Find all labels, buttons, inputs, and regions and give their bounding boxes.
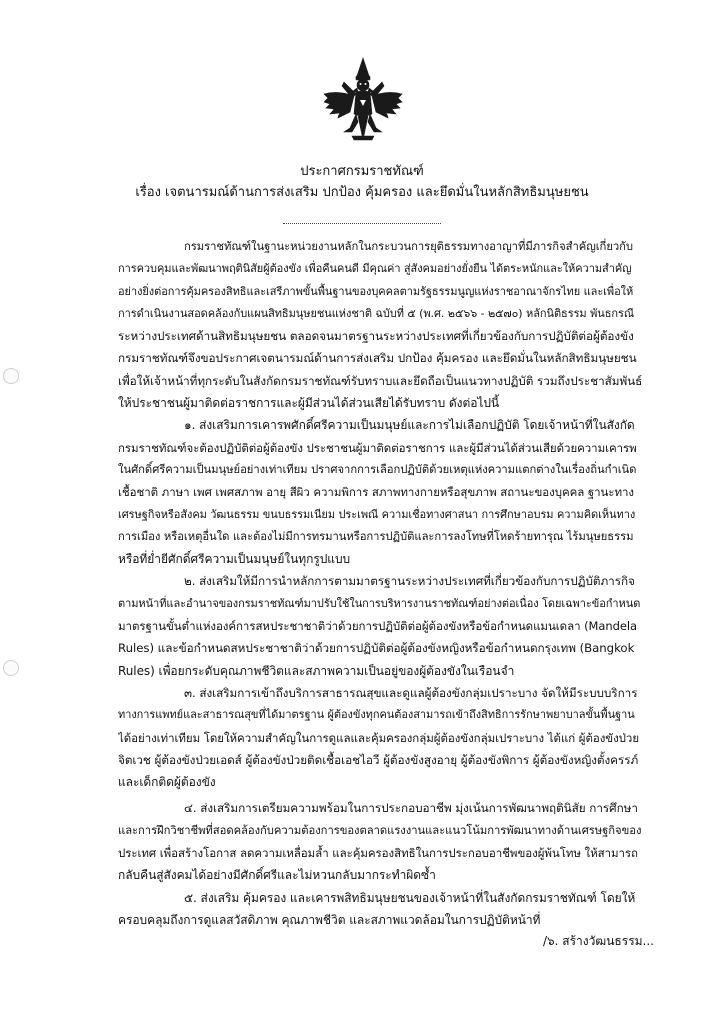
item-3-line: ๓. ส่งเสริมการเข้าถึงบริการสาธารณสุขและดูแลผู้ต้องขังกลุ่มเปราะบาง จัดให้มีระบบบริการ xyxy=(184,685,638,700)
item-5-line: ๕. ส่งเสริม คุ้มครอง และเคารพสิทธิมนุษยชนของเจ้าหน้าที่ในสังกัดกรมราชทัณฑ์ โดยให้ xyxy=(184,890,636,905)
item-2-line: มาตรฐานขั้นต่ำแห่งองค์การสหประชาชาติว่าด้วยการปฏิบัติต่อผู้ต้องขังหรือข้อกำหนดแมนเดลา (Mandela xyxy=(118,619,638,634)
item-3-line: ได้อย่างเท่าเทียม โดยให้ความสำคัญในการดูแลและคุ้มครองกลุ่มผู้ต้องขังกลุ่มเปราะบาง ได้แก่ ผู้ต้องขังป่วย xyxy=(118,730,640,745)
item-1-line: หรือที่ย่ำยีศักดิ์ศรีความเป็นมนุษย์ในทุกรูปแบบ xyxy=(118,552,351,567)
announcement-subject: เรื่อง เจตนารมณ์ด้านการส่งเสริม ปกป้อง คุ้มครอง และยึดมั่นในหลักสิทธิมนุษยชน xyxy=(135,185,589,200)
intro-line: กรมราชทัณฑ์ในฐานะหน่วยงานหลักในกระบวนการยุติธรรมทางอาญาที่มีภารกิจสำคัญเกี่ยวกับ xyxy=(184,240,633,253)
punch-hole-top xyxy=(3,368,19,384)
intro-line: การดำเนินงานสอดคล้องกับแผนสิทธิมนุษยชนแห่งชาติ ฉบับที่ ๕ (พ.ศ. ๒๕๖๖ - ๒๕๗๐) หลักนิติธรรม พันธกรณี xyxy=(118,306,635,320)
punch-hole-bottom xyxy=(3,660,19,676)
item-4-line: กลับคืนสู่สังคมได้อย่างมีศักดิ์ศรีและไม่หวนกลับมากระทำผิดซ้ำ xyxy=(118,868,436,883)
item-1-line: เศรษฐกิจหรือสังคม วัฒนธรรม ขนบธรรมเนียม ประเพณี ความเชื่อทางศาสนา การศึกษาอบรม ความคิดเห็นทาง xyxy=(118,507,636,521)
item-3-line: ทางการแพทย์และสาธารณสุขที่ได้มาตรฐาน ผู้ต้องขังทุกคนต้องสามารถเข้าถึงสิทธิการรักษาพยาบาลขั้นพื้นฐาน xyxy=(118,708,635,722)
item-1-line: การเมือง หรือเหตุอื่นใด และต้องไม่มีการทรมานหรือการปฏิบัติและการลงโทษที่โหดร้ายทารุณ ไร้มนุษยธรรม xyxy=(118,529,634,543)
announcement-title: ประกาศกรมราชทัณฑ์ xyxy=(300,164,424,179)
item-1-line: ในศักดิ์ศรีความเป็นมนุษย์อย่างเท่าเทียม ปราศจากการเลือกปฏิบัติด้วยเหตุแห่งความแตกต่างในเรื่องถิ่นกำเนิด xyxy=(118,462,637,476)
item-2-line: Rules) เพื่อยกระดับคุณภาพชีวิตและสภาพความเป็นอยู่ของผู้ต้องขังในเรือนจำ xyxy=(118,663,515,678)
item-4-line: และการฝึกวิชาชีพที่สอดคล้องกับความต้องการของตลาดแรงงานและแนวโน้มการพัฒนาทางด้านเศรษฐกิจของ xyxy=(118,823,642,837)
item-2-line: ตามหน้าที่และอำนาจของกรมราชทัณฑ์มาปรับใช้ในการบริหารงานราชทัณฑ์อย่างต่อเนื่อง โดยเฉพาะข้อกำหนด xyxy=(118,596,641,610)
item-1-line: กรมราชทัณฑ์จะต้องปฏิบัติต่อผู้ต้องขัง ประชาชนผู้มาติดต่อราชการ และผู้มีส่วนได้ส่วนเสียด้วยความเคารพ xyxy=(118,440,637,455)
item-3-line: จิตเวช ผู้ต้องขังป่วยเอดส์ ผู้ต้องขังป่วยติดเชื้อเอชไอวี ผู้ต้องขังสูงอายุ ผู้ต้องขังพิการ ผู้ต้องขังหญิงตั้งครรภ์ xyxy=(118,752,639,767)
intro-line: ระหว่างประเทศด้านสิทธิมนุษยชน ตลอดจนมาตรฐานระหว่างประเทศที่เกี่ยวข้องกับการปฏิบัติต่อผู้ต้องขัง xyxy=(118,329,634,344)
intro-line: ให้ประชาชนผู้มาติดต่อราชการและผู้มีส่วนได้ส่วนเสียได้รับทราบ ดังต่อไปนี้ xyxy=(118,396,500,411)
item-3-line: และเด็กติดผู้ต้องขัง xyxy=(118,775,216,790)
item-4-line: ๔. ส่งเสริมการเตรียมความพร้อมในการประกอบอาชีพ มุ่งเน้นการพัฒนาพฤตินิสัย การศึกษา xyxy=(184,801,638,816)
intro-line: เพื่อให้เจ้าหน้าที่ทุกระดับในสังกัดกรมราชทัณฑ์รับทราบและยึดถือเป็นแนวทางปฏิบัติ รวมถึงประชาสัมพันธ์ xyxy=(118,373,642,388)
item-2-line: Rules) และข้อกำหนดสหประชาชาติว่าด้วยการปฏิบัติต่อผู้ต้องขังหญิงหรือข้อกำหนดกรุงเทพ (Bangkok xyxy=(118,641,635,656)
announcement-body xyxy=(118,236,642,931)
item-5-line: ครอบคลุมถึงการดูแลสวัสดิภาพ คุณภาพชีวิต และสภาพแวดล้อมในการปฏิบัติหน้าที่ xyxy=(118,912,541,927)
item-1-line: ๑. ส่งเสริมการเคารพศักดิ์ศรีความเป็นมนุษย์และการไม่เลือกปฏิบัติ โดยเจ้าหน้าที่ในสังกัด xyxy=(184,418,635,433)
title-divider xyxy=(283,223,441,224)
item-2-line: ๒. ส่งเสริมให้มีการนำหลักการตามมาตรฐานระหว่างประเทศที่เกี่ยวข้องกับการปฏิบัติภารกิจ xyxy=(184,574,635,589)
garuda-emblem xyxy=(322,56,404,144)
continuation-note: /๖. สร้างวัฒนธรรม... xyxy=(542,934,654,948)
intro-line: การควบคุมและพัฒนาพฤตินิสัยผู้ต้องขัง เพื่อคืนคนดี มีคุณค่า สู่สังคมอย่างยั่งยืน ได้ตระหนักและให้ความสำคัญ xyxy=(118,262,632,276)
intro-line: กรมราชทัณฑ์จึงขอประกาศเจตนารมณ์ด้านการส่งเสริม ปกป้อง คุ้มครอง และยึดมั่นในหลักสิทธิมนุษยชน xyxy=(118,351,637,366)
intro-line: อย่างยิ่งต่อการคุ้มครองสิทธิและเสรีภาพขั้นพื้นฐานของบุคคลตามรัฐธรรมนูญแห่งราชอาณาจักรไทย และเพื่อให้ xyxy=(118,284,634,298)
item-4-line: ประเทศ เพื่อสร้างโอกาส ลดความเหลื่อมล้ำ และคุ้มครองสิทธิในการประกอบอาชีพของผู้พ้นโทษ ให้สามารถ xyxy=(118,846,638,861)
item-1-line: เชื้อชาติ ภาษา เพศ เพศสภาพ อายุ สีผิว ความพิการ สภาพทางกายหรือสุขภาพ สถานะของบุคคล ฐานะทาง xyxy=(118,485,634,500)
